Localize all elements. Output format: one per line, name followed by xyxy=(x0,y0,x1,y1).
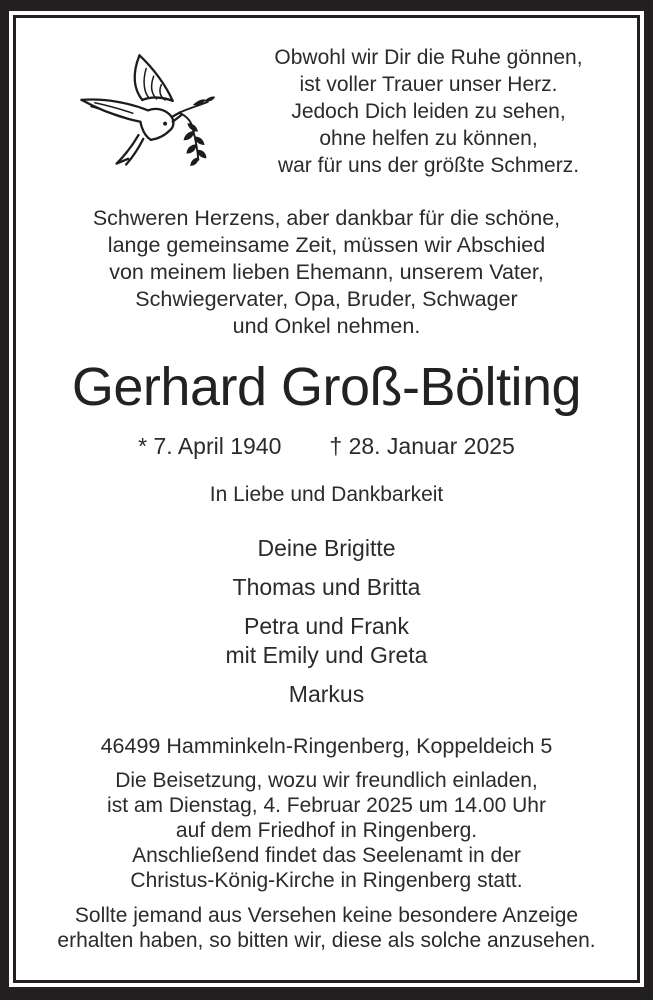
card-header xyxy=(28,42,625,179)
intro-line: Schwiegervater, Opa, Bruder, Schwager xyxy=(135,287,518,311)
mourner-line: Petra und Frank xyxy=(244,613,409,639)
mourner-line: Markus xyxy=(288,681,365,707)
dove-with-olive-branch-icon xyxy=(28,42,238,174)
memorial-poem xyxy=(238,44,625,179)
life-dates xyxy=(28,432,625,460)
poem-line: Obwohl wir Dir die Ruhe gönnen, xyxy=(274,46,583,69)
notice-paragraph xyxy=(28,903,625,953)
mourners-list xyxy=(28,534,625,709)
intro-paragraph xyxy=(28,205,625,340)
deceased-name: Gerhard Groß-Bölting xyxy=(71,357,582,417)
birth-date: * 7. April 1940 xyxy=(138,433,282,459)
address-line: 46499 Hamminkeln-Ringenberg, Koppeldeich 5 xyxy=(100,734,553,758)
mourner-group xyxy=(28,680,625,709)
mourner-group xyxy=(28,573,625,602)
notice-line: Sollte jemand aus Versehen keine besondere Anzeige xyxy=(74,904,579,927)
poem-line: Jedoch Dich leiden zu sehen, xyxy=(291,100,566,123)
funeral-line: ist am Dienstag, 4. Februar 2025 um 14.00 Uhr xyxy=(107,794,546,817)
funeral-line: Anschließend findet das Seelenamt in der xyxy=(132,844,521,867)
poem-line: ohne helfen zu können, xyxy=(319,127,538,150)
poem-line: ist voller Trauer unser Herz. xyxy=(299,73,558,96)
poem-line: war für uns der größte Schmerz. xyxy=(277,154,580,177)
intro-line: und Onkel nehmen. xyxy=(232,314,421,338)
memorial-card xyxy=(13,15,640,983)
intro-line: lange gemeinsame Zeit, müssen wir Abschied xyxy=(107,233,546,257)
intro-line: von meinem lieben Ehemann, unserem Vater, xyxy=(109,260,544,284)
mourner-group xyxy=(28,612,625,670)
funeral-line: Die Beisetzung, wozu wir freundlich einladen, xyxy=(115,769,538,792)
mourner-line: Deine Brigitte xyxy=(257,535,396,561)
mourner-line: Thomas und Britta xyxy=(232,574,421,600)
funeral-line: Christus-König-Kirche in Ringenberg statt. xyxy=(130,869,523,892)
dedication-line: In Liebe und Dankbarkeit xyxy=(209,483,444,506)
funeral-paragraph xyxy=(28,768,625,893)
mourner-line: mit Emily und Greta xyxy=(225,642,428,668)
death-date: † 28. Januar 2025 xyxy=(329,433,515,459)
notice-line: erhalten haben, so bitten wir, diese als solche anzusehen. xyxy=(57,929,596,952)
intro-line: Schweren Herzens, aber dankbar für die schöne, xyxy=(92,206,561,230)
card-frame-gap xyxy=(9,11,644,987)
funeral-line: auf dem Friedhof in Ringenberg. xyxy=(175,819,478,842)
mourner-group xyxy=(28,534,625,563)
